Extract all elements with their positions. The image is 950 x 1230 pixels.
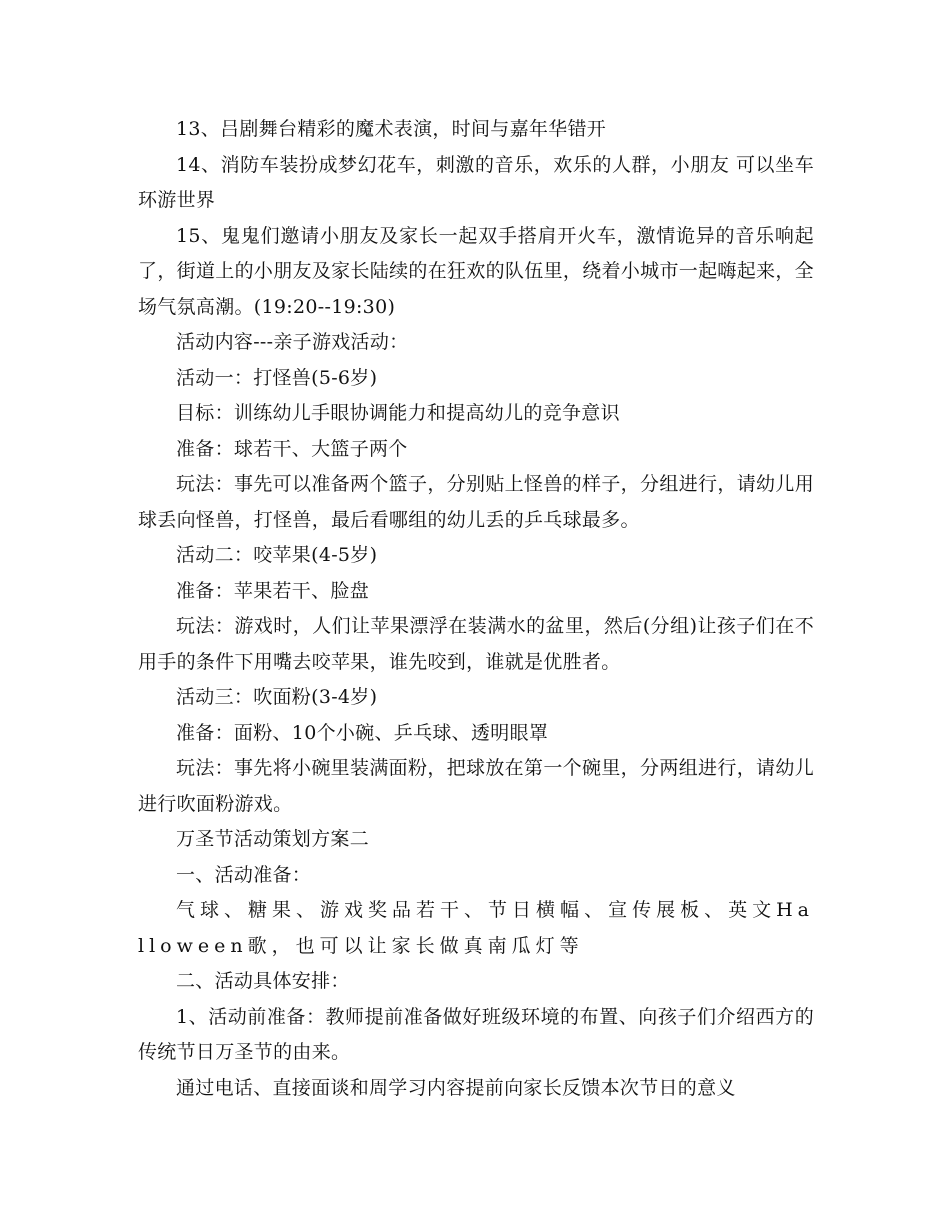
section-heading-parent-child-games: 活动内容---亲子游戏活动： <box>176 331 409 353</box>
plan-two-heading: 万圣节活动策划方案二 <box>176 828 370 850</box>
schedule-item-communication: 通过电话、直接面谈和周学习内容提前向家长反馈本次节日的意义 <box>176 1076 736 1099</box>
activity-one-title: 活动一：打怪兽(5-6岁) <box>176 366 378 389</box>
paragraph-item-15: 15、鬼鬼们邀请小朋友及家长一起双手搭肩开火车，激情诡异的音乐响起了，街道上的小朋友及家长陆续的在狂欢的队伍里，绕着小城市一起嗨起来，全场气氛高潮。(19:20--19:30) <box>138 224 814 318</box>
activity-one-preparation: 准备：球若干、大篮子两个 <box>176 437 408 460</box>
preparation-items: 气球、糖果、游戏奖品若干、节日横幅、宣传展板、英文Halloween歌，也可以让家长做真南瓜灯等 <box>138 899 814 957</box>
activity-three-rules: 玩法：事先将小碗里装满面粉，把球放在第一个碗里，分两组进行，请幼儿进行吹面粉游戏。 <box>138 757 814 815</box>
section-heading-schedule: 二、活动具体安排： <box>176 970 350 992</box>
schedule-item-1: 1、活动前准备：教师提前准备做好班级环境的布置、向孩子们介绍西方的传统节日万圣节的由来。 <box>138 1005 814 1063</box>
activity-one-rules: 玩法：事先可以准备两个篮子，分别贴上怪兽的样子，分组进行，请幼儿用球丢向怪兽，打怪兽，最后看哪组的幼儿丢的乒乓球最多。 <box>138 473 814 531</box>
document-body <box>138 112 814 1106</box>
activity-three-title: 活动三：吹面粉(3-4岁) <box>176 686 378 708</box>
activity-two-rules: 玩法：游戏时，人们让苹果漂浮在装满水的盆里，然后(分组)让孩子们在不用手的条件下用嘴去咬苹果，谁先咬到，谁就是优胜者。 <box>138 615 814 673</box>
paragraph-item-14: 14、消防车装扮成梦幻花车，刺激的音乐，欢乐的人群，小朋友 可以坐车环游世界 <box>138 153 814 211</box>
section-heading-preparation: 一、活动准备： <box>176 863 312 886</box>
activity-two-title: 活动二：咬苹果(4-5岁) <box>176 544 378 566</box>
paragraph-item-13: 13、吕剧舞台精彩的魔术表演，时间与嘉年华错开 <box>176 118 607 140</box>
activity-one-goal: 目标：训练幼儿手眼协调能力和提高幼儿的竞争意识 <box>176 402 620 424</box>
activity-two-preparation: 准备：苹果若干、脸盘 <box>176 579 370 602</box>
activity-three-preparation: 准备：面粉、10个小碗、乒乓球、透明眼罩 <box>176 721 549 744</box>
